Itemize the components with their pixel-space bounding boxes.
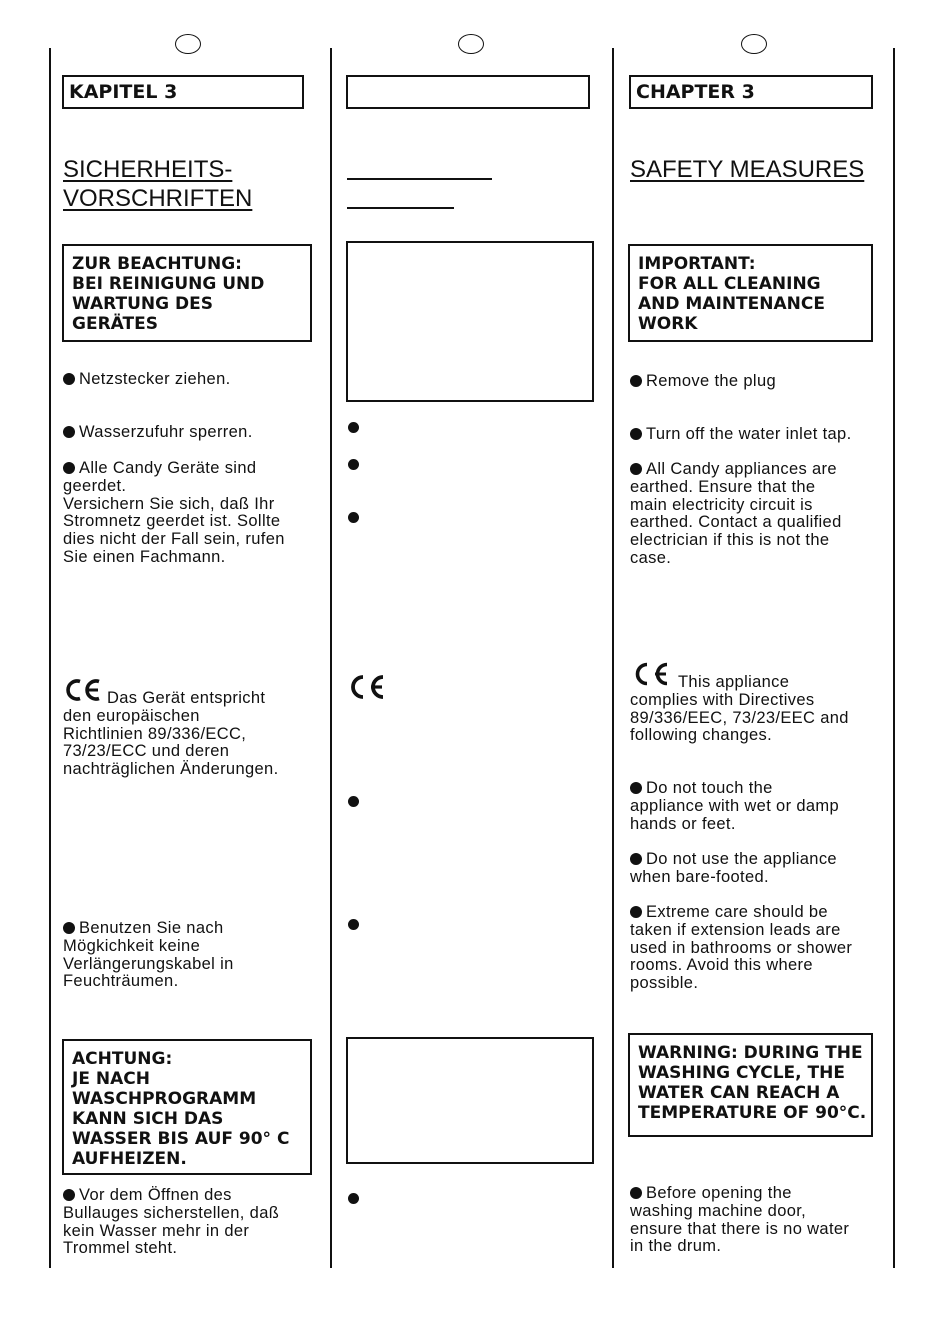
ce-text: den europäischen: [63, 706, 200, 725]
bullet-icon: [630, 428, 642, 440]
warning-box-mid: [346, 1037, 594, 1164]
bullet-text: All Candy appliances are: [646, 460, 837, 478]
bullet-water-tap-de: [63, 424, 253, 442]
title-underline-mid-1: [347, 178, 492, 180]
notice-box-line: GERÄTES: [72, 314, 158, 334]
bullet-icon: [348, 459, 359, 470]
notice-box-line: WARTUNG DES: [72, 294, 213, 314]
warning-box-line: TEMPERATURE OF 90°C.: [638, 1103, 867, 1123]
chapter-heading-en: CHAPTER 3: [629, 75, 873, 109]
ce-text: following changes.: [630, 726, 773, 745]
ce-compliance-de: [63, 690, 279, 779]
bullet-text: when bare-footed.: [630, 867, 769, 886]
bullet-text: Mögkichkeit keine: [63, 936, 201, 955]
notice-box-mid: [346, 241, 594, 402]
language-marker-circle-en: [741, 34, 767, 54]
bullet-icon: [348, 919, 359, 930]
notice-box-en: [628, 244, 873, 342]
bullet-icon: [63, 1189, 75, 1201]
notice-box-line: ZUR BEACHTUNG:: [72, 254, 242, 274]
notice-box-line: FOR ALL CLEANING: [638, 274, 821, 294]
bullet-icon: [348, 1193, 359, 1204]
ce-text: complies with Directives: [630, 690, 815, 709]
notice-box-line: AND MAINTENANCE: [638, 294, 825, 314]
bullet-earthed-en: [630, 461, 842, 568]
bullet-icon: [348, 512, 359, 523]
language-marker-circle-mid: [458, 34, 484, 54]
bullet-icon: [63, 373, 75, 385]
bullet-text: earthed. Ensure that the: [630, 477, 816, 496]
title-underline-mid-2: [347, 207, 454, 209]
column-rule-right: [893, 48, 895, 1268]
section-title-de-line-2: VORSCHRIFTEN: [63, 185, 253, 212]
warning-box-en: [628, 1033, 873, 1137]
chapter-heading-de: KAPITEL 3: [62, 75, 304, 109]
bullet-text: Turn off the water inlet tap.: [646, 425, 852, 443]
bullet-text: kein Wasser mehr in der: [63, 1221, 250, 1240]
bullet-text: ensure that there is no water: [630, 1219, 850, 1238]
bullet-icon: [630, 906, 642, 918]
bullet-text: rooms. Avoid this where: [630, 956, 813, 975]
bullet-text: Stromnetz geerdet ist. Sollte: [63, 512, 281, 531]
notice-box-line: BEI REINIGUNG UND: [72, 274, 265, 294]
bullet-icon: [348, 422, 359, 433]
bullet-extension-de: [63, 920, 234, 991]
bullet-text: Before opening the: [646, 1184, 792, 1202]
bullet-text: in the drum.: [630, 1237, 722, 1256]
bullet-text: Alle Candy Geräte sind: [79, 459, 257, 477]
bullet-text: appliance with wet or damp: [630, 796, 840, 815]
ce-mark-icon: [346, 672, 386, 702]
ce-text: nachträglichen Änderungen.: [63, 760, 279, 779]
language-marker-circle-de: [175, 34, 201, 54]
bullet-text: Netzstecker ziehen.: [79, 370, 231, 388]
bullet-text: used in bathrooms or shower: [630, 938, 853, 957]
bullet-text: Bullauges sicherstellen, daß: [63, 1203, 280, 1222]
bullet-icon: [63, 426, 75, 438]
bullet-text: taken if extension leads are: [630, 920, 841, 939]
bullet-icon: [63, 922, 75, 934]
bullet-icon: [630, 853, 642, 865]
bullet-door-de: [63, 1187, 279, 1258]
bullet-icon: [630, 463, 642, 475]
bullet-icon: [630, 1187, 642, 1199]
warning-box-line: WASCHPROGRAMM: [72, 1089, 257, 1109]
bullet-text: Extreme care should be: [646, 903, 828, 921]
warning-box-line: AUFHEIZEN.: [72, 1149, 187, 1169]
warning-box-line: WASSER BIS AUF 90° C: [72, 1129, 290, 1149]
bullet-unplug-en: [630, 373, 776, 391]
ce-text: 73/23/ECC und deren: [63, 742, 230, 761]
bullet-text: Do not touch the: [646, 779, 773, 797]
warning-box-line: WASHING CYCLE, THE: [638, 1063, 845, 1083]
column-rule-center-right: [612, 48, 614, 1268]
ce-text: Richtlinien 89/336/ECC,: [63, 724, 247, 743]
section-title-en: SAFETY MEASURES: [630, 156, 865, 183]
bullet-extension-en: [630, 904, 852, 993]
bullet-earthed-de: [63, 460, 285, 567]
ce-text: This appliance: [678, 673, 790, 691]
bullet-text: Wasserzufuhr sperren.: [79, 423, 253, 441]
bullet-text: possible.: [630, 974, 699, 993]
bullet-text: main electricity circuit is: [630, 495, 813, 514]
bullet-icon: [630, 375, 642, 387]
warning-box-line: KANN SICH DAS: [72, 1109, 224, 1129]
bullet-text: Feuchträumen.: [63, 972, 179, 991]
bullet-icon: [63, 462, 75, 474]
warning-box-line: WARNING: DURING THE: [638, 1043, 863, 1063]
bullet-text: case.: [630, 548, 672, 567]
column-rule-center-left: [330, 48, 332, 1268]
warning-box-line: WATER CAN REACH A: [638, 1083, 840, 1103]
bullet-text: Remove the plug: [646, 372, 776, 390]
bullet-text: geerdet.: [63, 476, 127, 495]
ce-compliance-en: [630, 674, 849, 745]
bullet-icon: [348, 796, 359, 807]
section-title-de-line-1: SICHERHEITS-: [63, 156, 233, 183]
ce-text: 89/336/EEC, 73/23/EEC and: [630, 708, 849, 727]
notice-box-line: WORK: [638, 314, 698, 334]
bullet-text: Vor dem Öffnen des: [79, 1186, 232, 1204]
notice-box-de: [62, 244, 312, 342]
bullet-water-tap-en: [630, 426, 852, 444]
column-rule-left: [49, 48, 51, 1268]
bullet-text: hands or feet.: [630, 814, 736, 833]
ce-text: Das Gerät entspricht: [107, 689, 266, 707]
chapter-heading-mid: [346, 75, 590, 109]
bullet-text: Do not use the appliance: [646, 850, 837, 868]
bullet-text: earthed. Contact a qualified: [630, 513, 842, 532]
warning-box-de: [62, 1039, 312, 1175]
bullet-text: electrician if this is not the: [630, 531, 830, 550]
bullet-text: Versichern Sie sich, daß Ihr: [63, 494, 275, 513]
bullet-wet-hands-en: [630, 780, 839, 833]
notice-box-line: IMPORTANT:: [638, 254, 756, 274]
warning-box-line: ACHTUNG:: [72, 1049, 173, 1069]
bullet-text: Trommel steht.: [63, 1239, 178, 1258]
bullet-text: Verlängerungskabel in: [63, 954, 234, 973]
bullet-icon: [630, 782, 642, 794]
bullet-text: Sie einen Fachmann.: [63, 547, 226, 566]
warning-box-line: JE NACH: [72, 1069, 150, 1089]
bullet-door-en: [630, 1185, 849, 1256]
bullet-unplug-de: [63, 371, 231, 389]
bullet-text: washing machine door,: [630, 1201, 807, 1220]
bullet-text: Benutzen Sie nach: [79, 919, 224, 937]
section-title-de: [63, 155, 252, 213]
bullet-text: dies nicht der Fall sein, rufen: [63, 530, 285, 549]
bullet-bare-footed-en: [630, 851, 837, 887]
